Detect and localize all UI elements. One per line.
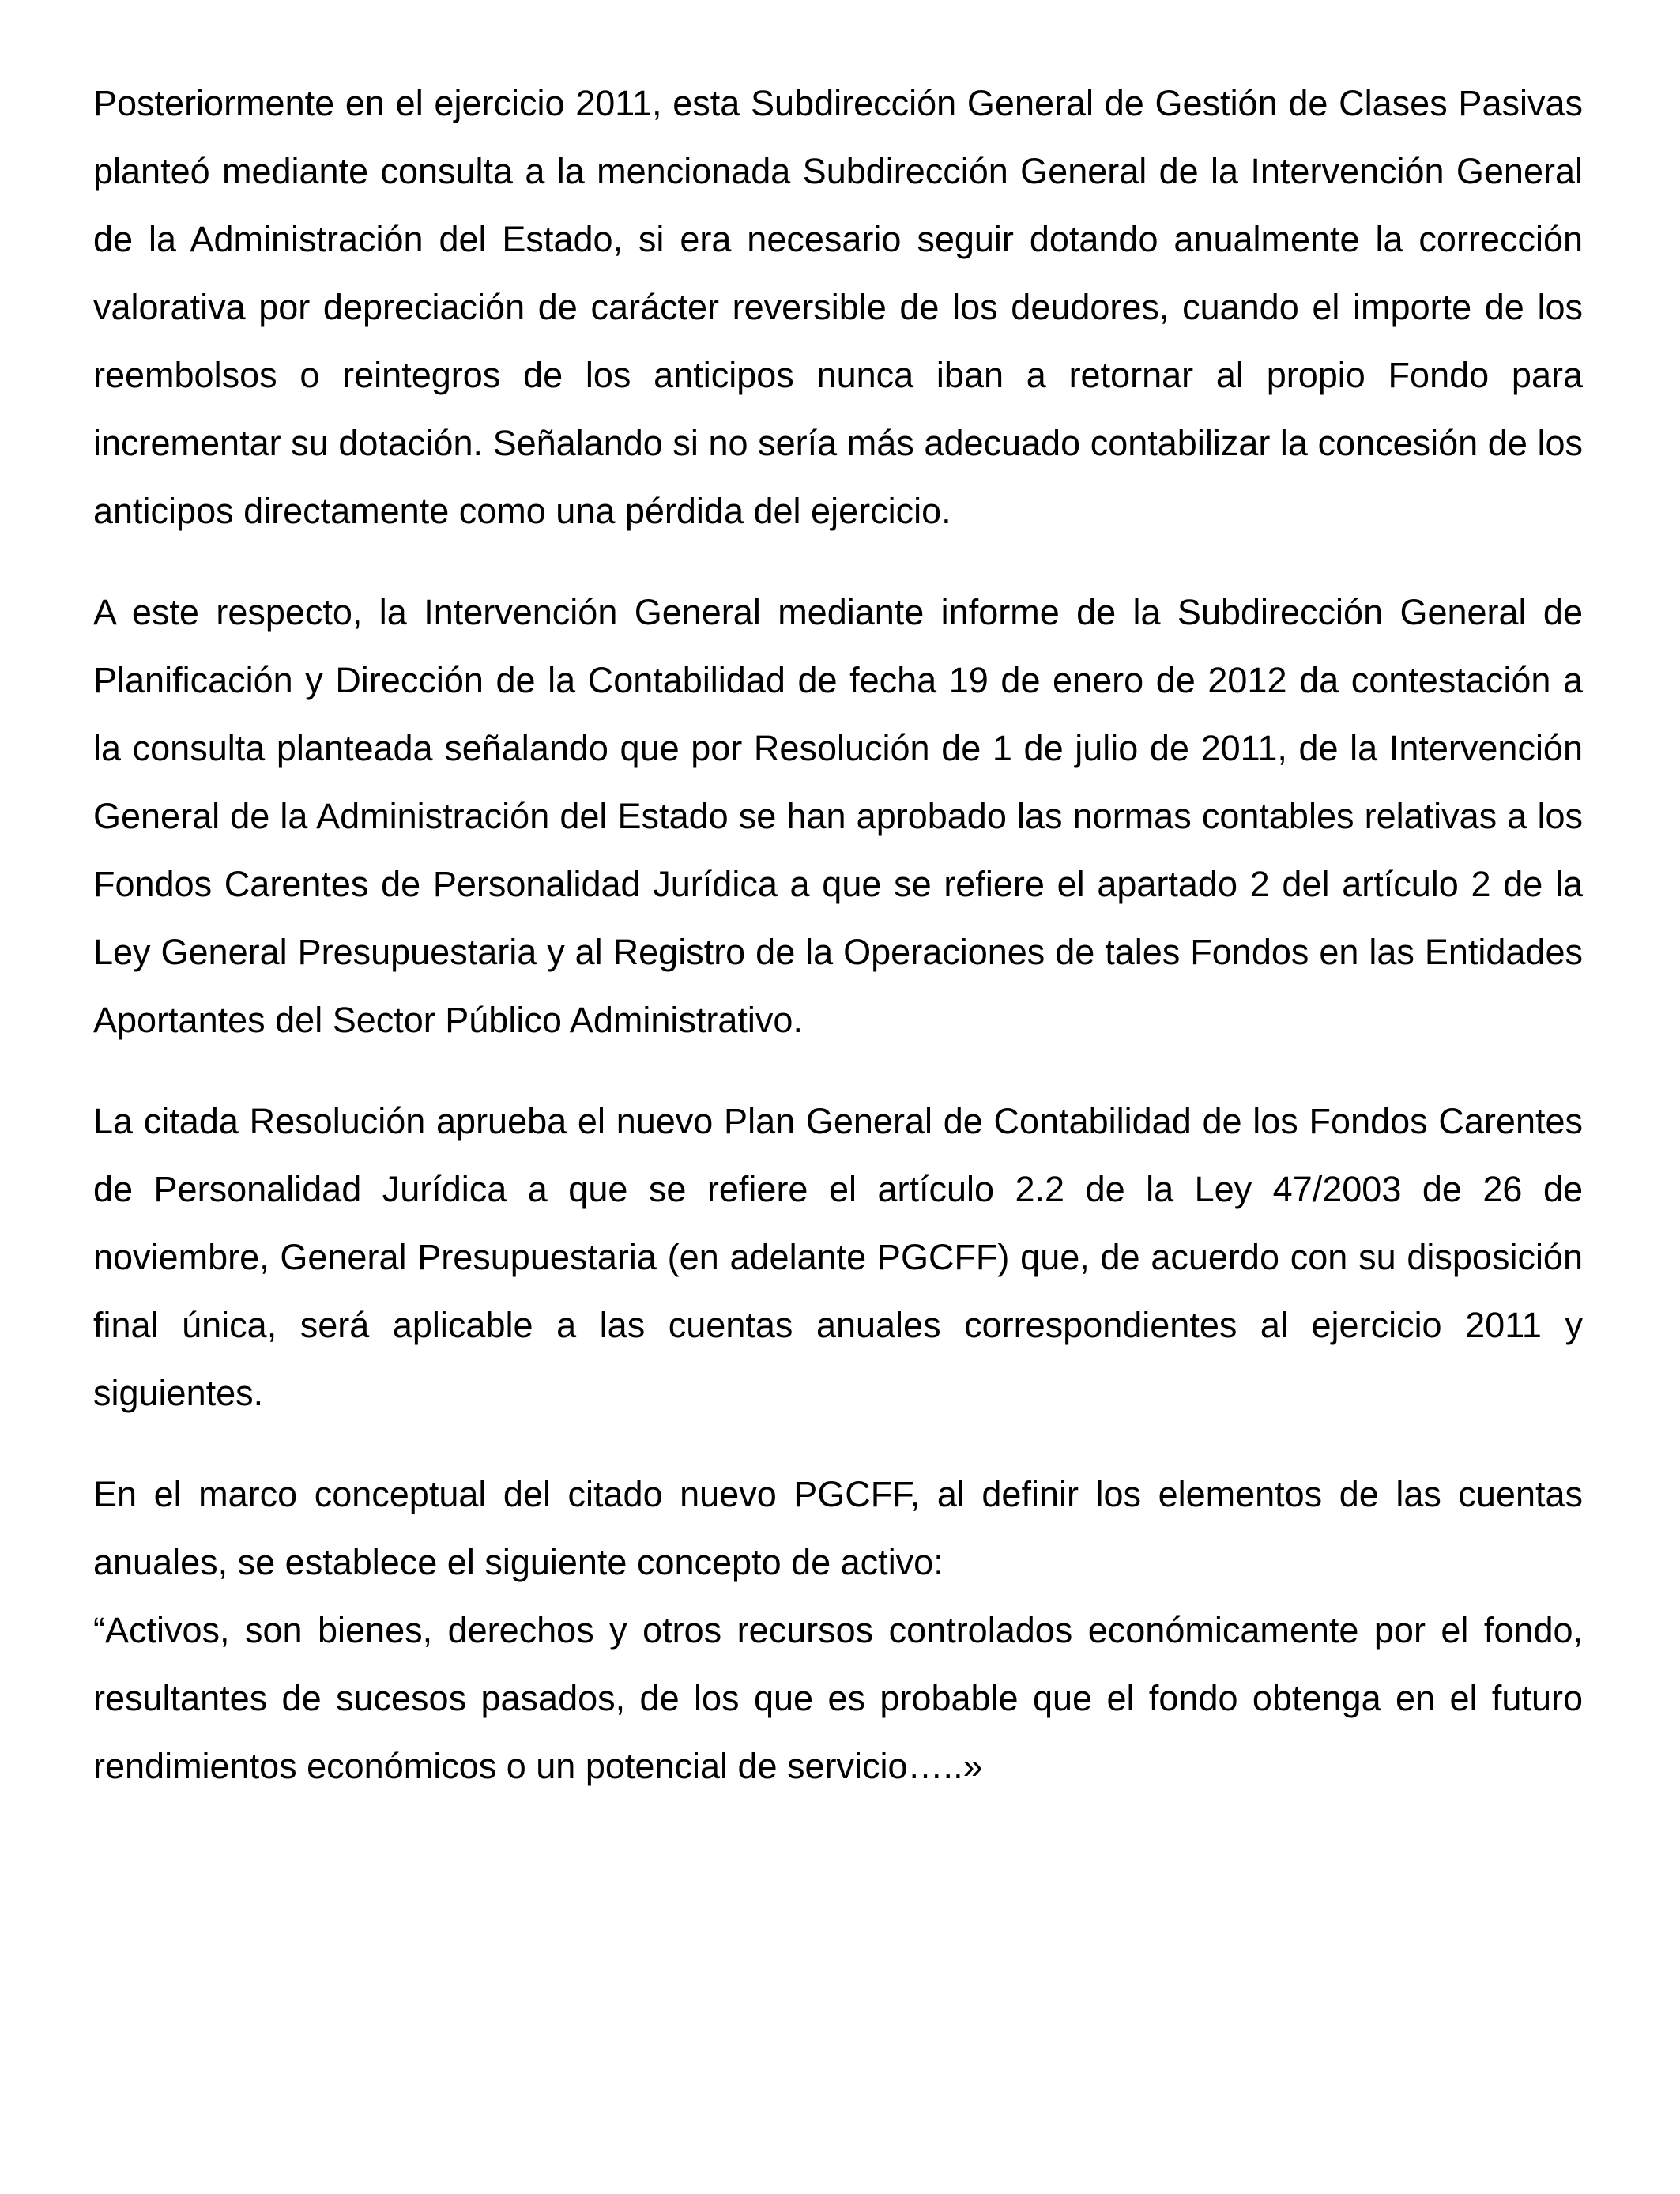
paragraph-4: En el marco conceptual del citado nuevo PGCFF, al definir los elementos de las cuentas anuales, se establece el siguiente concepto de activo: — [93, 1474, 1583, 1582]
quote-paragraph: “Activos, son bienes, derechos y otros recursos controlados económicamente por el fondo, resultantes de sucesos pasados, de los que es probable que el fondo obtenga en el futuro rendimientos económicos o un potencial de servicio…..» — [93, 1610, 1583, 1786]
paragraph-1: Posteriormente en el ejercicio 2011, esta Subdirección General de Gestión de Clases Pasivas planteó mediante consulta a la mencionada Subdirección General de la Intervención General de la Administración del Estado, si era necesario seguir dotando anualmente la corrección valorativa por depreciación de carácter reversible de los deudores, cuando el importe de los reembolsos o reintegros de los anticipos nunca iban a retornar al propio Fondo para incrementar su dotación. Señalando si no sería más adecuado contabilizar la concesión de los anticipos directamente como una pérdida del ejercicio. — [93, 83, 1583, 531]
document-page — [93, 70, 1583, 1834]
paragraph-2: A este respecto, la Intervención General mediante informe de la Subdirección General de Planificación y Dirección de la Contabilidad de fecha 19 de enero de 2012 da contestación a la consulta planteada señalando que por Resolución de 1 de julio de 2011, de la Intervención General de la Administración del Estado se han aprobado las normas contables relativas a los Fondos Carentes de Personalidad Jurídica a que se refiere el apartado 2 del artículo 2 de la Ley General Presupuestaria y al Registro de la Operaciones de tales Fondos en las Entidades Aportantes del Sector Público Administrativo. — [93, 592, 1583, 1040]
paragraph-3: La citada Resolución aprueba el nuevo Plan General de Contabilidad de los Fondos Carentes de Personalidad Jurídica a que se refiere el artículo 2.2 de la Ley 47/2003 de 26 de noviembre, General Presupuestaria (en adelante PGCFF) que, de acuerdo con su disposición final única, será aplicable a las cuentas anuales correspondientes al ejercicio 2011 y siguientes. — [93, 1101, 1583, 1413]
